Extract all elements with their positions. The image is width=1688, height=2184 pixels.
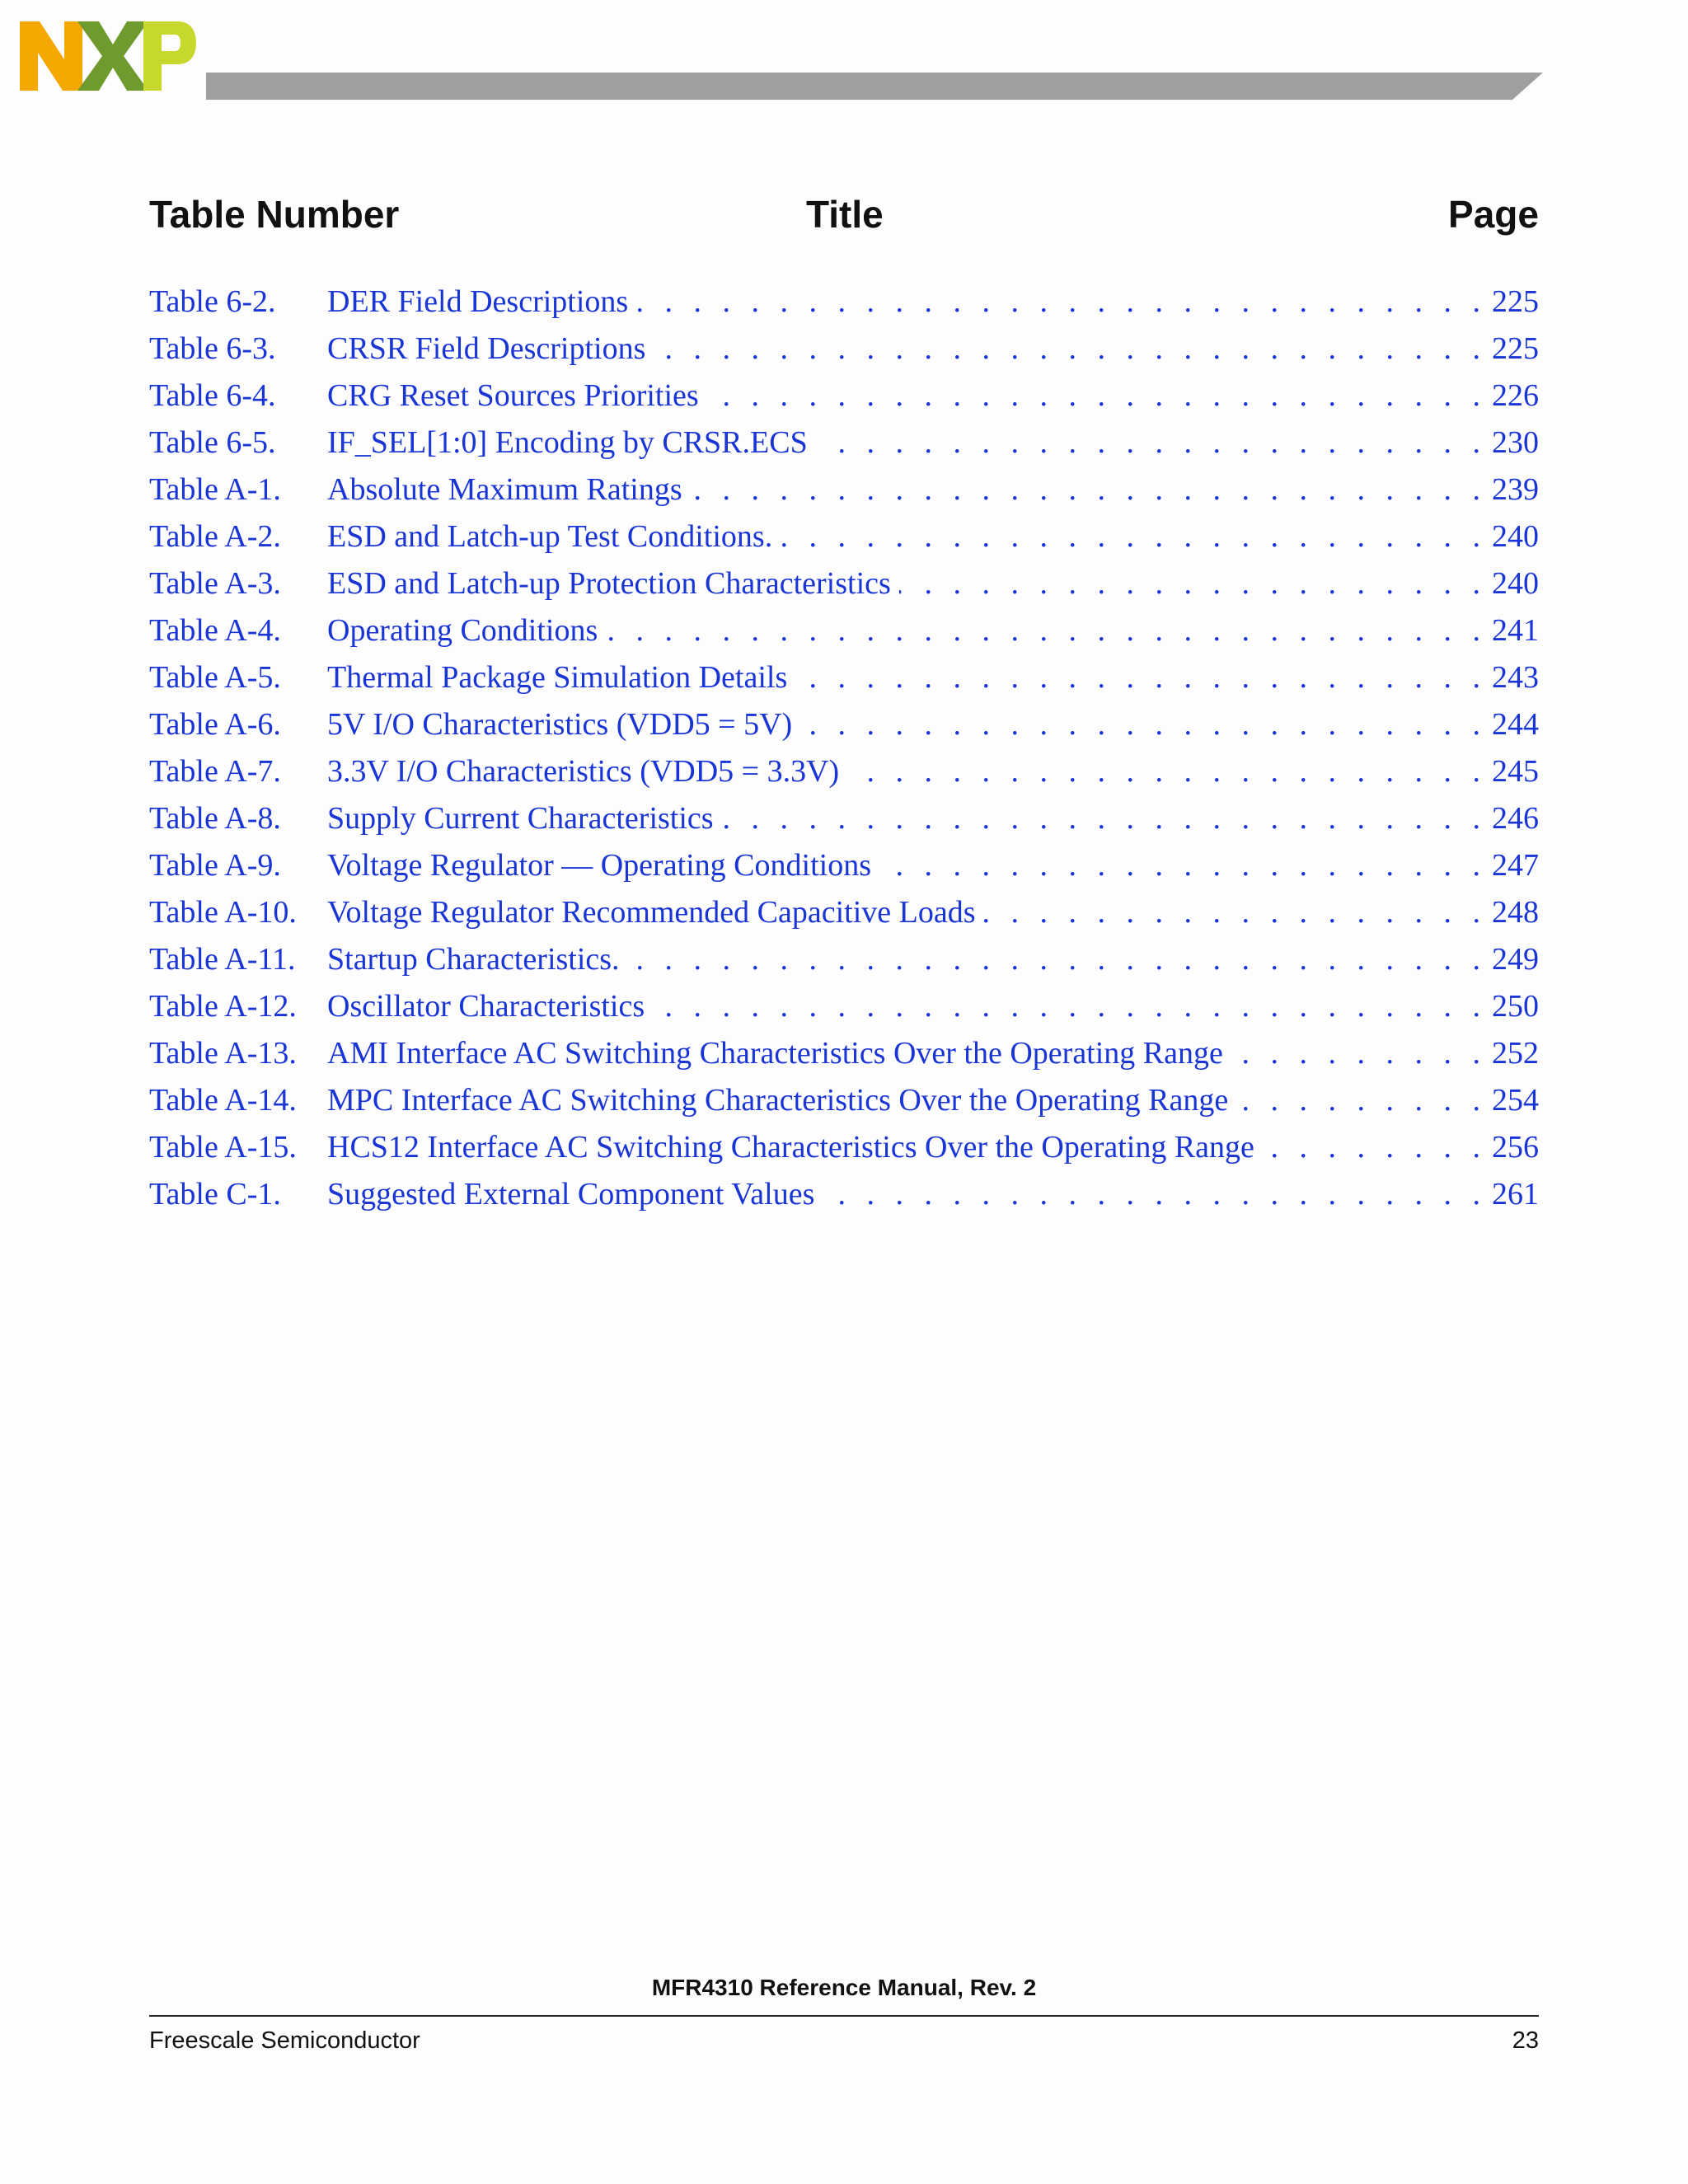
toc-entry[interactable] — [149, 373, 1539, 419]
toc-entry-title[interactable]: Suggested External Component Values — [327, 1177, 815, 1212]
toc-entry-number[interactable]: Table A-10. — [149, 895, 297, 930]
toc-entry-title[interactable]: 3.3V I/O Characteristics (VDD5 = 3.3V) — [327, 754, 840, 789]
nxp-logo-n — [20, 21, 82, 91]
toc-entry[interactable] — [149, 795, 1539, 842]
toc-entry-number[interactable]: Table A-12. — [149, 989, 297, 1024]
toc-entry-title[interactable]: Thermal Package Simulation Details — [327, 660, 788, 695]
nxp-logo-p — [143, 21, 196, 91]
toc-entry-number[interactable]: Table 6-5. — [149, 425, 276, 460]
toc-entry-leader — [816, 419, 1487, 466]
toc-entry-page[interactable]: 254 — [1492, 1083, 1539, 1118]
toc-entry-leader — [707, 373, 1487, 419]
toc-entry-leader — [654, 326, 1487, 373]
toc-entry-title[interactable]: IF_SEL[1:0] Encoding by CRSR.ECS — [327, 425, 808, 460]
toc-entry-page[interactable]: 225 — [1492, 284, 1539, 319]
toc-entry-page[interactable]: 250 — [1492, 989, 1539, 1024]
footer-page-number: 23 — [1512, 2027, 1539, 2054]
toc-entry-number[interactable]: Table A-3. — [149, 566, 281, 601]
toc-entry[interactable] — [149, 1124, 1539, 1171]
toc-entry[interactable] — [149, 1171, 1539, 1218]
toc-entry-title[interactable]: ESD and Latch-up Test Conditions. — [327, 519, 773, 554]
toc-entry-number[interactable]: Table A-14. — [149, 1083, 297, 1118]
toc-entry-number[interactable]: Table 6-3. — [149, 331, 276, 366]
toc-entry-page[interactable]: 261 — [1492, 1177, 1539, 1212]
toc-entry-page[interactable]: 240 — [1492, 519, 1539, 554]
footer-company: Freescale Semiconductor — [149, 2027, 420, 2054]
toc-entry-leader — [795, 654, 1487, 701]
toc-entry-leader — [653, 983, 1487, 1030]
toc-entry-page[interactable]: 247 — [1492, 848, 1539, 883]
column-heading-page: Page — [1448, 193, 1539, 236]
toc-entry-page[interactable]: 246 — [1492, 801, 1539, 836]
toc-entry-title[interactable]: HCS12 Interface AC Switching Characteristics Over the Operating Range — [327, 1130, 1254, 1165]
toc-entry-number[interactable]: Table 6-2. — [149, 284, 276, 319]
header-bar — [206, 73, 1543, 100]
toc-entry-leader — [722, 795, 1487, 842]
toc-entry-number[interactable]: Table A-15. — [149, 1130, 297, 1165]
toc-entry[interactable] — [149, 1077, 1539, 1124]
column-heading-title: Title — [806, 193, 884, 236]
toc-entry-title[interactable]: Voltage Regulator Recommended Capacitive Loads — [327, 895, 976, 930]
toc-entry[interactable] — [149, 607, 1539, 654]
toc-entry-page[interactable]: 245 — [1492, 754, 1539, 789]
toc-entry-number[interactable]: Table A-8. — [149, 801, 281, 836]
toc-entry-title[interactable]: Absolute Maximum Ratings — [327, 472, 682, 507]
toc-entry-title[interactable]: CRSR Field Descriptions — [327, 331, 646, 366]
footer-manual-title: MFR4310 Reference Manual, Rev. 2 — [651, 1975, 1037, 2000]
toc-entry-number[interactable]: Table C-1. — [149, 1177, 281, 1212]
toc-entry-number[interactable]: Table 6-4. — [149, 378, 276, 413]
toc-entry-title[interactable]: Startup Characteristics. — [327, 942, 620, 977]
toc-entry-title[interactable]: AMI Interface AC Switching Characteristics Over the Operating Range — [327, 1036, 1223, 1071]
toc-entry-leader — [899, 560, 1487, 607]
toc-entry-leader — [1236, 1077, 1487, 1124]
toc-entry-page[interactable]: 226 — [1492, 378, 1539, 413]
toc-entry[interactable] — [149, 419, 1539, 466]
toc-entry-page[interactable]: 248 — [1492, 895, 1539, 930]
toc-entry-leader — [823, 1171, 1487, 1218]
toc-entry-title[interactable]: CRG Reset Sources Priorities — [327, 378, 699, 413]
toc-entry-page[interactable]: 230 — [1492, 425, 1539, 460]
toc-entry[interactable] — [149, 1030, 1539, 1077]
toc-entry[interactable] — [149, 842, 1539, 889]
toc-entry-number[interactable]: Table A-1. — [149, 472, 281, 507]
toc-entry-page[interactable]: 241 — [1492, 613, 1539, 648]
toc-entry-page[interactable]: 244 — [1492, 707, 1539, 742]
toc-entry[interactable] — [149, 748, 1539, 795]
toc-entry-leader — [847, 748, 1487, 795]
toc-entry-title[interactable]: Operating Conditions — [327, 613, 598, 648]
toc-entry[interactable] — [149, 983, 1539, 1030]
toc-entry[interactable] — [149, 936, 1539, 983]
toc-entry-leader — [636, 279, 1487, 326]
toc-entry-page[interactable]: 225 — [1492, 331, 1539, 366]
list-of-tables — [149, 279, 1539, 1218]
toc-entry-number[interactable]: Table A-9. — [149, 848, 281, 883]
toc-entry-page[interactable]: 240 — [1492, 566, 1539, 601]
toc-entry-page[interactable]: 239 — [1492, 472, 1539, 507]
toc-entry[interactable] — [149, 889, 1539, 936]
toc-entry-number[interactable]: Table A-11. — [149, 942, 296, 977]
toc-entry-page[interactable]: 252 — [1492, 1036, 1539, 1071]
toc-entry-title[interactable]: Voltage Regulator — Operating Conditions — [327, 848, 871, 883]
toc-entry-leader — [606, 607, 1487, 654]
toc-entry-title[interactable]: Oscillator Characteristics — [327, 989, 645, 1024]
toc-entry-page[interactable]: 243 — [1492, 660, 1539, 695]
toc-entry-leader — [781, 513, 1487, 560]
toc-entry-title[interactable]: 5V I/O Characteristics (VDD5 = 5V) — [327, 707, 793, 742]
toc-entry-page[interactable]: 256 — [1492, 1130, 1539, 1165]
toc-entry-leader — [800, 701, 1487, 748]
toc-entry-number[interactable]: Table A-6. — [149, 707, 281, 742]
toc-entry-number[interactable]: Table A-5. — [149, 660, 281, 695]
toc-entry-title[interactable]: DER Field Descriptions — [327, 284, 629, 319]
toc-entry[interactable] — [149, 279, 1539, 326]
column-heading-table-number: Table Number — [149, 193, 400, 236]
toc-entry-leader — [1263, 1124, 1487, 1171]
toc-entry[interactable] — [149, 701, 1539, 748]
toc-entry-title[interactable]: Supply Current Characteristics — [327, 801, 714, 836]
toc-entry-page[interactable]: 249 — [1492, 942, 1539, 977]
toc-entry[interactable] — [149, 654, 1539, 701]
toc-entry-leader — [879, 842, 1487, 889]
toc-entry-leader — [691, 466, 1487, 513]
toc-entry[interactable] — [149, 560, 1539, 607]
toc-entry-number[interactable]: Table A-7. — [149, 754, 281, 789]
toc-entry-title[interactable]: MPC Interface AC Switching Characteristics Over the Operating Range — [327, 1083, 1229, 1118]
toc-entry-leader — [984, 889, 1487, 936]
footer-divider — [149, 2015, 1539, 2017]
toc-entry-title[interactable]: ESD and Latch-up Protection Characteristics — [327, 566, 891, 601]
nxp-logo-x — [77, 21, 148, 91]
toc-entry-number[interactable]: Table A-13. — [149, 1036, 297, 1071]
toc-entry[interactable] — [149, 466, 1539, 513]
nxp-logo — [20, 21, 196, 91]
toc-entry-number[interactable]: Table A-4. — [149, 613, 281, 648]
toc-entry-leader — [1231, 1030, 1487, 1077]
toc-entry-number[interactable]: Table A-2. — [149, 519, 281, 554]
toc-entry[interactable] — [149, 326, 1539, 373]
toc-entry-leader — [628, 936, 1487, 983]
toc-entry[interactable] — [149, 513, 1539, 560]
